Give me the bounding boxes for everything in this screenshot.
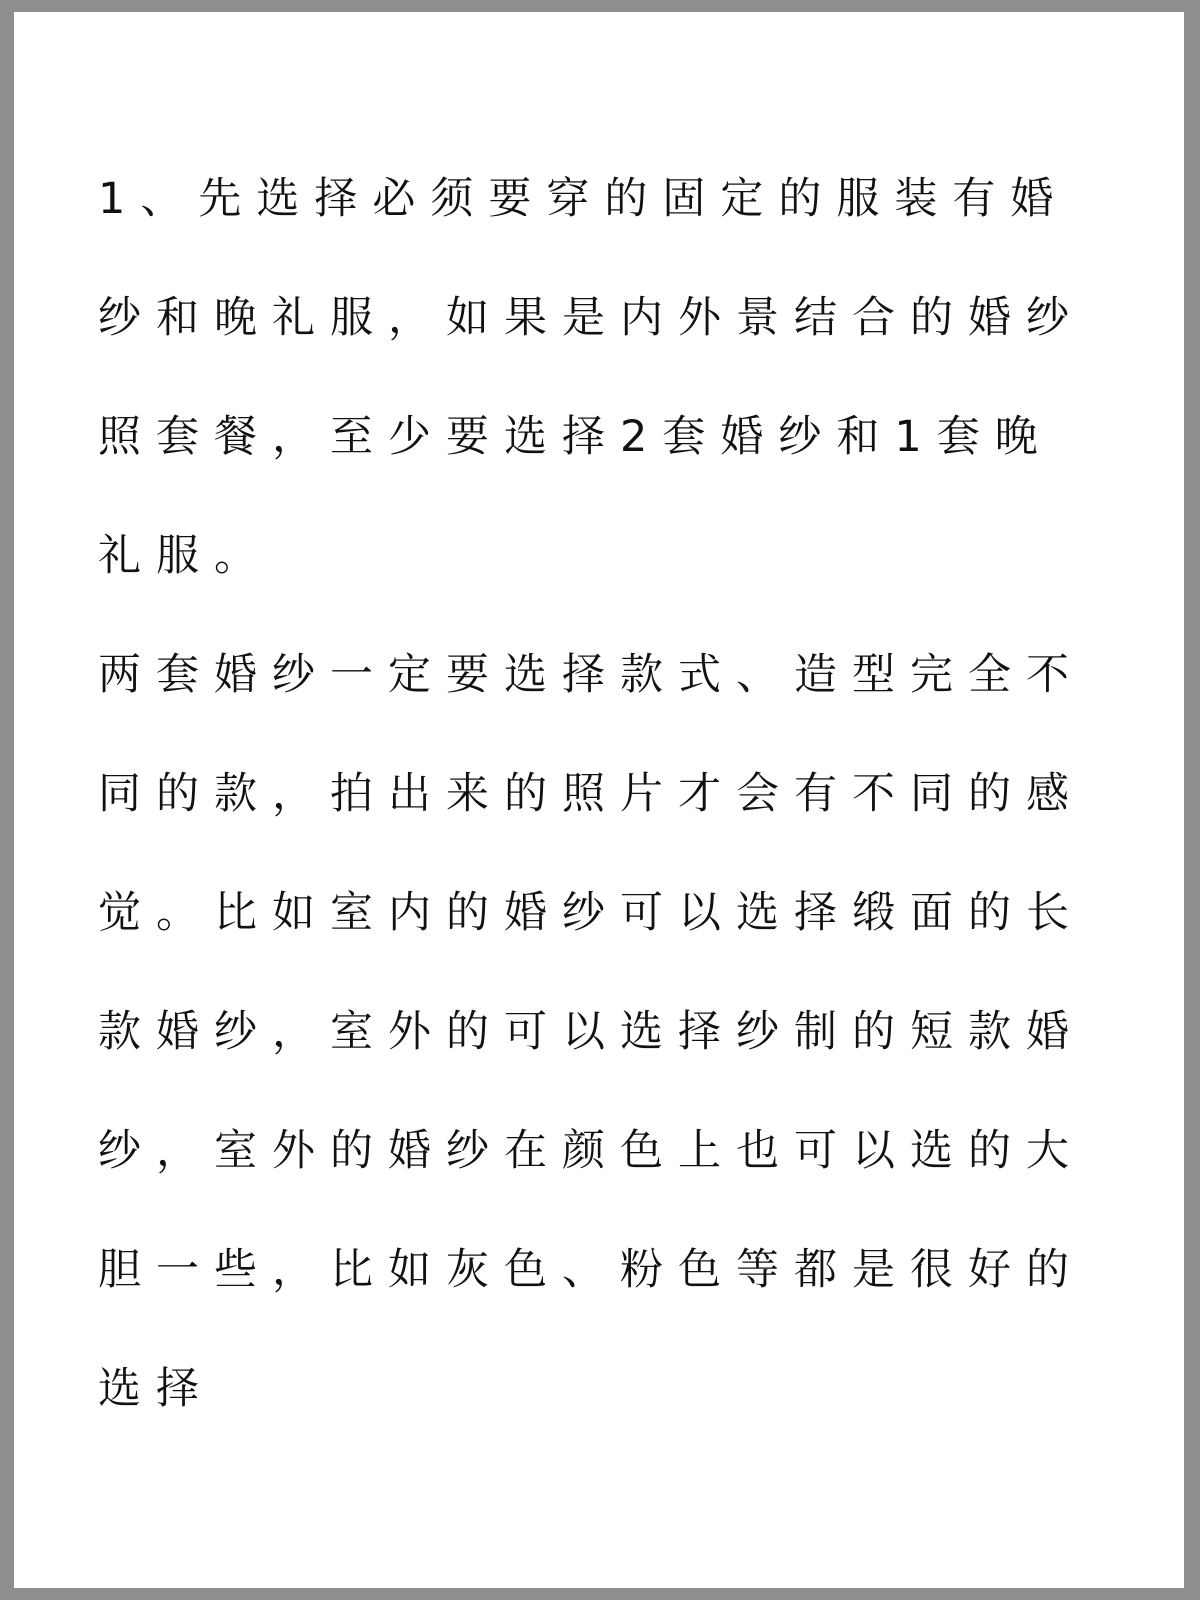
text-line-5: 两套婚纱一定要选择款式、造型完全不 <box>98 650 1084 700</box>
text-line-2: 纱和晚礼服，如果是内外景结合的婚纱 <box>98 293 1084 343</box>
text-line-11: 选择 <box>98 1364 214 1414</box>
document-page <box>14 12 1184 1588</box>
text-line-6: 同的款，拍出来的照片才会有不同的感 <box>98 769 1084 819</box>
text-line-8: 款婚纱，室外的可以选择纱制的短款婚 <box>98 1007 1084 1057</box>
text-line-3: 照套餐，至少要选择2套婚纱和1套晚 <box>98 412 1053 462</box>
text-line-1: 1、先选择必须要穿的固定的服装有婚 <box>98 174 1069 224</box>
document-text <box>98 140 1098 1449</box>
text-line-9: 纱，室外的婚纱在颜色上也可以选的大 <box>98 1126 1084 1176</box>
text-line-7: 觉。比如室内的婚纱可以选择缎面的长 <box>98 888 1084 938</box>
text-line-4: 礼服。 <box>98 531 272 581</box>
text-line-10: 胆一些，比如灰色、粉色等都是很好的 <box>98 1245 1084 1295</box>
